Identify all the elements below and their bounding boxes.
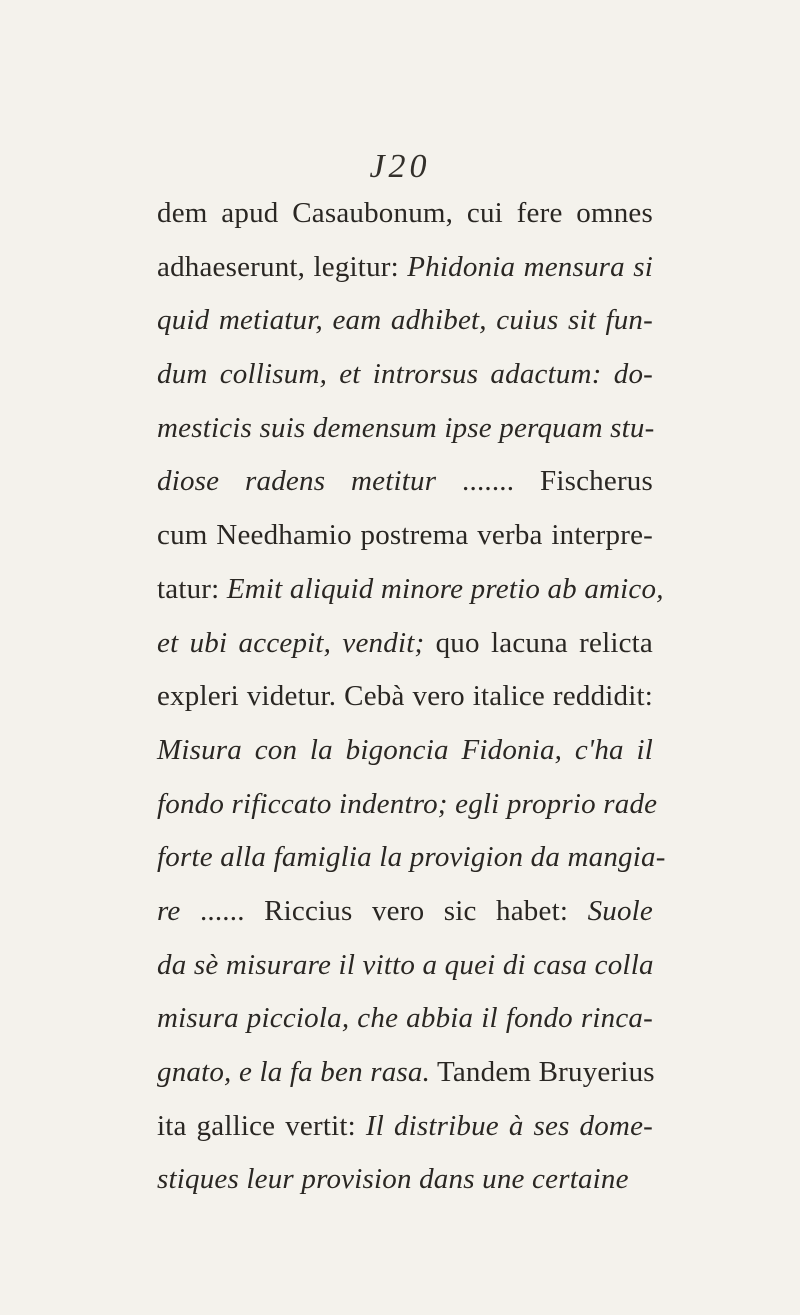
text-line — [157, 885, 653, 939]
text-segment: quo lacuna relicta — [424, 626, 653, 659]
italic-text-segment: re — [157, 894, 181, 927]
text-line — [157, 1046, 653, 1100]
text-line — [157, 294, 653, 348]
text-segment: tatur: — [157, 572, 227, 605]
italic-text-segment: Misura con la bigoncia Fidonia, c'ha il — [157, 733, 653, 766]
text-line — [157, 831, 666, 885]
italic-text-segment: gnato, e la fa ben rasa. — [157, 1056, 431, 1088]
italic-text-segment: mesticis suis demensum ipse perquam stu- — [157, 411, 655, 444]
italic-text-segment: stiques leur provision dans une certaine — [157, 1163, 629, 1196]
text-line — [157, 348, 653, 402]
text-segment: ...... Riccius vero sic habet: — [180, 894, 588, 927]
italic-text-segment: quid metiatur, eam adhibet, cuius sit fun- — [157, 304, 653, 337]
text-line — [157, 1100, 653, 1154]
italic-text-segment: fondo rificcato indentro; egli proprio rade — [157, 787, 658, 820]
italic-text-segment: forte alla famiglia la provigion da mangia- — [157, 841, 666, 874]
text-segment: expleri videtur. Cebà vero italice reddidit: — [157, 680, 653, 713]
text-line — [157, 617, 653, 671]
text-line — [157, 187, 653, 241]
text-line — [157, 402, 653, 456]
text-segment: dem apud Casaubonum, cui fere omnes — [157, 197, 653, 229]
text-segment: ....... Fischerus — [436, 465, 653, 498]
italic-text-segment: diose radens metitur — [157, 465, 437, 498]
text-line — [157, 241, 653, 295]
italic-text-segment: da sè misurare il vitto a quei di casa colla — [157, 948, 654, 981]
italic-text-segment: Emit aliquid minore pretio ab amico, — [226, 572, 664, 605]
text-line — [157, 670, 653, 724]
text-line — [157, 1153, 653, 1207]
body-text — [157, 187, 666, 1207]
text-line — [157, 778, 658, 832]
italic-text-segment: dum collisum, et introrsus adactum: do- — [157, 358, 653, 391]
italic-text-segment: Il distribue à ses dome- — [365, 1109, 654, 1142]
italic-text-segment: et ubi accepit, vendit; — [157, 626, 425, 659]
italic-text-segment: Suole — [587, 894, 653, 927]
italic-text-segment: misura picciola, che abbia il fondo rinca- — [157, 1002, 653, 1035]
text-line — [157, 509, 653, 563]
text-line — [157, 992, 653, 1046]
text-segment: adhaeserunt, legitur: — [157, 250, 408, 283]
italic-text-segment: Phidonia mensura si — [407, 250, 653, 283]
text-line — [157, 724, 653, 778]
text-line — [157, 455, 653, 509]
page-number: J20 — [369, 148, 431, 185]
text-segment: ita gallice vertit: — [157, 1109, 366, 1142]
text-segment: Tandem Bruyerius — [430, 1056, 655, 1088]
text-line — [157, 563, 664, 617]
text-line — [157, 939, 653, 993]
text-segment: cum Needhamio postrema verba interpre- — [157, 519, 653, 552]
